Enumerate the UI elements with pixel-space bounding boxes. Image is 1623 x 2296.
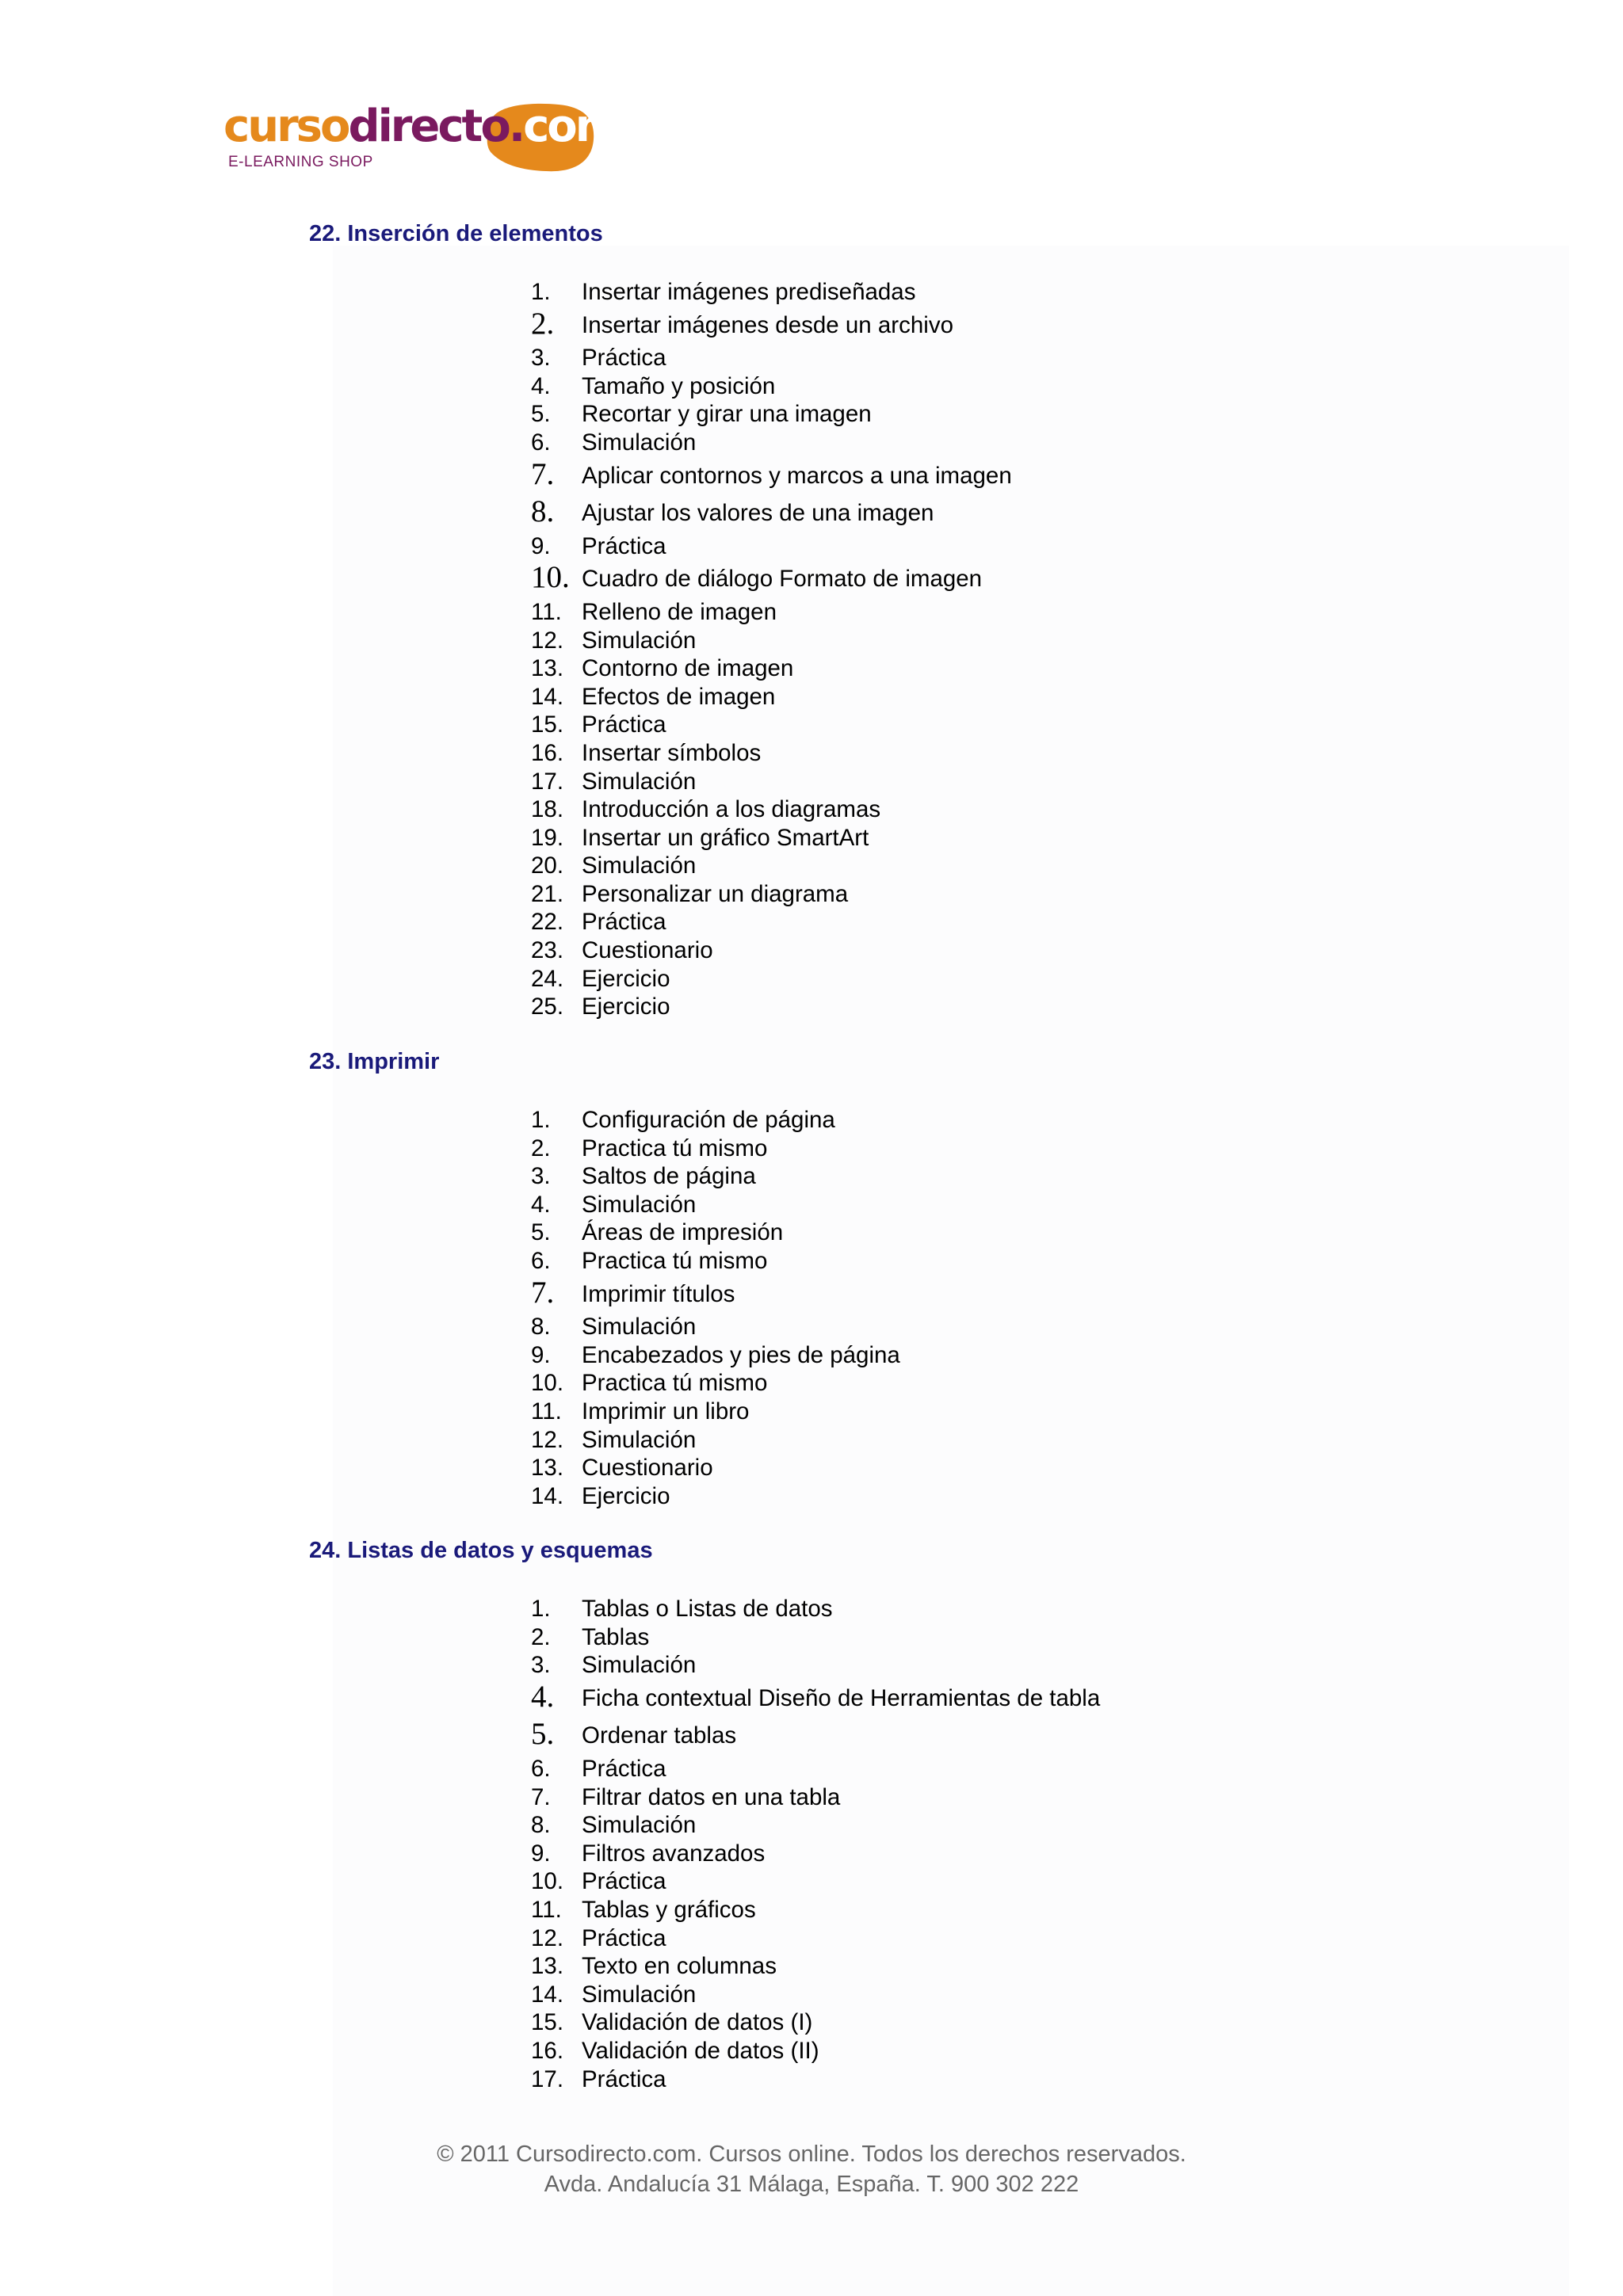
list-item [531,1840,1100,1868]
list-item-label: Ejercicio [582,1482,670,1509]
list-item-number: 25. [531,994,564,1020]
list-item-number: 7. [531,456,555,491]
list-item [531,1680,1100,1718]
list-item-number: 9. [531,1840,551,1867]
list-item-number: 8. [531,1812,551,1839]
list-item-number: 8. [531,1314,551,1341]
list-item [531,739,1012,768]
list-item-label: Insertar símbolos [582,739,762,766]
list-item [531,532,1012,561]
list-item-label: Simulación [582,627,697,654]
list-item [531,711,1012,739]
list-item-number: 6. [531,429,551,456]
list-item [531,1454,900,1482]
list-item-label: Imprimir títulos [582,1280,735,1307]
list-item [531,627,1012,655]
list-item-number: 4. [531,372,551,399]
list-item [531,1106,900,1135]
list-item-number: 6. [531,1247,551,1274]
list-item [531,936,1012,965]
list-item-label: Efectos de imagen [582,683,776,710]
list-item-label: Texto en columnas [582,1953,777,1980]
list-item-label: Ajustar los valores de una imagen [582,500,934,527]
list-item-label: Simulación [582,1191,697,1218]
list-item-number: 22. [531,909,564,936]
footer-address: Avda. Andalucía 31 Málaga, España. T. 900 302 222 [544,2172,1079,2197]
list-item-number: 3. [531,345,551,372]
logo-tagline: E-LEARNING SHOP [228,154,373,170]
list-item-number: 5. [531,401,551,428]
list-item-number: 5. [531,1219,551,1246]
list-item-label: Simulación [582,768,697,795]
list-item-number: 4. [531,1679,555,1714]
list-item [531,1276,900,1314]
list-item [531,1426,900,1455]
list-item [531,683,1012,711]
list-item-label: Ejercicio [582,994,670,1020]
list-item-number: 17. [531,2065,564,2092]
section-items-list [531,278,1012,1021]
list-item [531,400,1012,429]
list-item [531,880,1012,909]
list-item-number: 3. [531,1163,551,1190]
list-item-number: 6. [531,1755,551,1782]
list-item-number: 20. [531,852,564,879]
list-item-label: Práctica [582,1924,666,1951]
list-item-label: Práctica [582,345,666,372]
list-item [531,1811,1100,1840]
list-item [531,1369,900,1398]
list-item-number: 11. [531,1896,562,1923]
logo-word-com: com [523,101,620,152]
list-item-number: 8. [531,494,555,529]
list-item-number: 10. [531,560,570,595]
list-item-label: Validación de datos (I) [582,2009,813,2036]
section-title: 23. Imprimir [309,1049,440,1074]
list-item-number: 1. [531,279,551,305]
list-item [531,795,1012,824]
list-item [531,993,1012,1021]
list-item-number: 12. [531,1426,564,1453]
logo-dot: . [508,101,524,152]
list-item [531,1219,900,1247]
list-item-label: Personalizar un diagrama [582,880,849,907]
list-item-label: Practica tú mismo [582,1370,768,1397]
list-item [531,1482,900,1511]
list-item-number: 14. [531,1981,564,2008]
list-item [531,1783,1100,1812]
list-item-label: Ordenar tablas [582,1722,737,1749]
list-item-label: Práctica [582,1868,666,1895]
list-item [531,1191,900,1219]
list-item-label: Tamaño y posición [582,372,776,399]
list-item-number: 13. [531,1455,564,1482]
list-item-label: Simulación [582,1314,697,1341]
list-item-label: Práctica [582,532,666,559]
list-item [531,1867,1100,1896]
list-item-label: Insertar imágenes prediseñadas [582,279,916,305]
list-item-number: 17. [531,768,564,795]
list-item [531,908,1012,936]
logo-word-curso: curso [223,101,349,152]
list-item-number: 1. [531,1107,551,1133]
list-item [531,1952,1100,1981]
list-item [531,1981,1100,2009]
list-item [531,2037,1100,2065]
list-item-label: Práctica [582,711,666,738]
list-item [531,429,1012,457]
list-item-label: Simulación [582,429,697,456]
list-item [531,1896,1100,1924]
list-item-label: Cuadro de diálogo Formato de imagen [582,566,983,593]
list-item-number: 13. [531,1953,564,1980]
list-item-number: 2. [531,1135,551,1161]
list-item-number: 10. [531,1370,564,1397]
list-item-number: 16. [531,739,564,766]
list-item-number: 23. [531,937,564,964]
cursodirecto-logo [222,93,620,181]
list-item-number: 12. [531,627,564,654]
list-item [531,1651,1100,1680]
section-title: 24. Listas de datos y esquemas [309,1538,653,1563]
list-item [531,1623,1100,1652]
list-item-number: 24. [531,965,564,992]
list-item [531,768,1012,796]
section-items-list [531,1595,1100,2093]
list-item-label: Práctica [582,909,666,936]
list-item-label: Simulación [582,1812,697,1839]
list-item [531,852,1012,880]
list-item [531,494,1012,532]
list-item-number: 13. [531,655,564,682]
list-item-label: Tablas [582,1623,650,1650]
list-item-number: 18. [531,796,564,823]
list-item [531,307,1012,345]
list-item [531,457,1012,495]
list-item-label: Validación de datos (II) [582,2037,819,2064]
section-items-list [531,1106,900,1510]
list-item-label: Áreas de impresión [582,1219,784,1246]
list-item [531,1313,900,1341]
list-item [531,560,1012,598]
logo-word-directo: directo [348,101,509,152]
list-item-label: Aplicar contornos y marcos a una imagen [582,462,1012,489]
list-item [531,1924,1100,1953]
list-item-number: 12. [531,1924,564,1951]
list-item [531,1398,900,1426]
list-item-label: Tablas o Listas de datos [582,1596,833,1622]
list-item-number: 21. [531,880,564,907]
list-item-number: 19. [531,824,564,851]
list-item-number: 7. [531,1275,555,1310]
list-item-number: 1. [531,1596,551,1622]
list-item-label: Cuestionario [582,937,713,964]
list-item-label: Configuración de página [582,1107,835,1133]
list-item-number: 15. [531,711,564,738]
list-item-label: Insertar imágenes desde un archivo [582,311,953,338]
list-item-number: 15. [531,2009,564,2036]
list-item-label: Ficha contextual Diseño de Herramientas de tabla [582,1684,1101,1711]
list-item-label: Simulación [582,852,697,879]
list-item [531,1755,1100,1783]
list-item-label: Ejercicio [582,965,670,992]
list-item [531,1341,900,1370]
list-item [531,1247,900,1276]
list-item [531,278,1012,307]
list-item-label: Simulación [582,1426,697,1453]
list-item [531,965,1012,994]
list-item-label: Relleno de imagen [582,598,777,625]
list-item-label: Simulación [582,1652,697,1679]
list-item-label: Práctica [582,2065,666,2092]
list-item-label: Tablas y gráficos [582,1896,756,1923]
list-item-label: Práctica [582,1755,666,1782]
list-item-number: 11. [531,598,562,625]
list-item-number: 4. [531,1191,551,1218]
list-item-number: 7. [531,1783,551,1810]
list-item-label: Filtros avanzados [582,1840,766,1867]
list-item-label: Recortar y girar una imagen [582,401,872,428]
list-item-label: Introducción a los diagramas [582,796,881,823]
list-item-label: Contorno de imagen [582,655,794,682]
list-item [531,372,1012,401]
list-item [531,2065,1100,2094]
list-item-label: Practica tú mismo [582,1247,768,1274]
section-title: 22. Inserción de elementos [309,221,603,246]
list-item-label: Imprimir un libro [582,1398,750,1425]
list-item-label: Saltos de página [582,1163,756,1190]
list-item-label: Filtrar datos en una tabla [582,1783,841,1810]
list-item [531,2008,1100,2037]
list-item-number: 5. [531,1717,555,1752]
list-item-number: 14. [531,1482,564,1509]
list-item [531,824,1012,852]
list-item-number: 10. [531,1868,564,1895]
list-item-number: 2. [531,306,555,341]
list-item-label: Simulación [582,1981,697,2008]
logo-wordmark [223,101,619,152]
list-item [531,1595,1100,1623]
list-item-number: 16. [531,2037,564,2064]
list-item-label: Cuestionario [582,1455,713,1482]
list-item-label: Encabezados y pies de página [582,1341,900,1368]
list-item-label: Practica tú mismo [582,1135,768,1161]
list-item-number: 2. [531,1623,551,1650]
footer-copyright: © 2011 Cursodirecto.com. Cursos online. Todos los derechos reservados. [437,2142,1186,2167]
list-item [531,598,1012,627]
list-item [531,344,1012,372]
list-item [531,1135,900,1163]
list-item-label: Insertar un gráfico SmartArt [582,824,869,851]
list-item [531,1717,1100,1755]
list-item-number: 14. [531,683,564,710]
list-item [531,1162,900,1191]
list-item-number: 11. [531,1398,562,1425]
list-item-number: 9. [531,1341,551,1368]
list-item [531,654,1012,683]
list-item-number: 9. [531,532,551,559]
list-item-number: 3. [531,1652,551,1679]
